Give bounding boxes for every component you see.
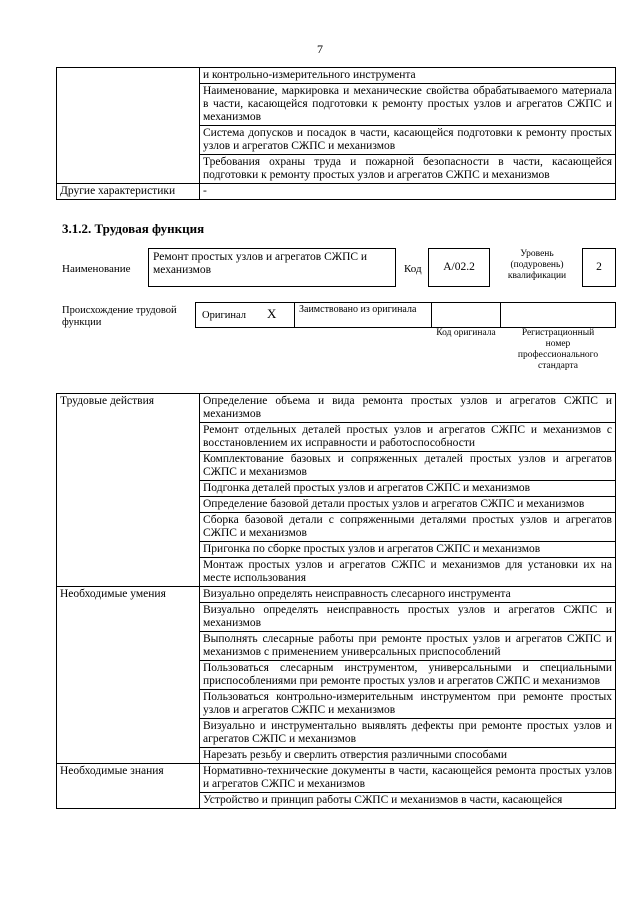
group-label-skills: Необходимые умения — [57, 587, 200, 764]
table-cell: Пригонка по сборке простых узлов и агрегатов СЖПС и механизмов — [200, 542, 616, 558]
section-title: 3.1.2. Трудовая функция — [62, 221, 205, 236]
level-label: Уровень (подуровень) квалификации — [507, 249, 567, 281]
function-name: Ремонт простых узлов и агрегатов СЖПС и механизмов — [153, 251, 368, 276]
code-original-caption: Код оригинала — [436, 328, 496, 338]
table-cell: Наименование, маркировка и механические свойства обрабатываемого материала в части, касающейся подготовки к ремонту простых узлов и агрегатов СЖПС и механизмов — [200, 84, 616, 126]
code-label: Код — [404, 263, 422, 275]
original-label: Оригинал — [202, 310, 246, 321]
table-cell: Система допусков и посадок в части, касающейся подготовки к ремонту простых узлов и агрегатов СЖПС и механизмов — [200, 126, 616, 155]
table-cell: Подгонка деталей простых узлов и агрегатов СЖПС и механизмов — [200, 481, 616, 497]
table-cell: Сборка базовой детали с сопряженными деталями простых узлов и агрегатов СЖПС и механизмов — [200, 513, 616, 542]
borrowed-box — [294, 302, 432, 328]
top-table — [56, 67, 616, 200]
code-value: A/02.2 — [443, 261, 475, 273]
group-label-knowledge: Необходимые знания — [57, 764, 200, 809]
table-cell: Устройство и принцип работы СЖПС и механизмов в части, касающейся — [200, 793, 616, 809]
function-name-box — [148, 248, 396, 287]
table-cell: Пользоваться слесарным инструментом, универсальными и специальными приспособлениями при ремонте простых узлов и агрегатов СЖПС и механизмов — [200, 661, 616, 690]
table-cell: Пользоваться контрольно-измерительным инструментом при ремонте простых узлов и агрегатов СЖПС и механизмов — [200, 690, 616, 719]
table-row — [57, 587, 616, 603]
table-cell: - — [200, 184, 616, 200]
level-box — [582, 248, 616, 287]
table-cell: Визуально определять неисправность простых узлов и агрегатов СЖПС и механизмов — [200, 603, 616, 632]
name-label: Наименование — [62, 263, 131, 275]
original-box — [195, 302, 295, 328]
level-value: 2 — [596, 261, 602, 273]
code-box — [428, 248, 490, 287]
main-table — [56, 393, 616, 809]
table-cell: Комплектование базовых и сопряженных деталей простых узлов и агрегатов СЖПС и механизмов — [200, 452, 616, 481]
table-cell: и контрольно-измерительного инструмента — [200, 68, 616, 84]
table-cell: Визуально и инструментально выявлять дефекты при ремонте простых узлов и агрегатов СЖПС и механизмов — [200, 719, 616, 748]
table-row — [57, 764, 616, 793]
reg-number-box — [500, 302, 616, 328]
code-original-box — [431, 302, 501, 328]
table-cell: Визуально определять неисправность слесарного инструмента — [200, 587, 616, 603]
table-row — [57, 68, 616, 84]
group-label-actions: Трудовые действия — [57, 394, 200, 587]
original-mark: X — [267, 306, 277, 321]
table-cell: Ремонт отдельных деталей простых узлов и агрегатов СЖПС и механизмов с восстановлением их исправности и работоспособности — [200, 423, 616, 452]
reg-number-caption: Регистрационный номер профессионального стандарта — [517, 328, 599, 371]
table-cell: Монтаж простых узлов и агрегатов СЖПС и механизмов для установки их на месте использования — [200, 558, 616, 587]
origin-label: Происхождение трудовой функции — [62, 305, 177, 328]
table-cell: Определение объема и вида ремонта простых узлов и агрегатов СЖПС и механизмов — [200, 394, 616, 423]
table-cell: Выполнять слесарные работы при ремонте простых узлов и агрегатов СЖПС и механизмов с применением универсальных приспособлений — [200, 632, 616, 661]
table-cell: Определение базовой детали простых узлов и агрегатов СЖПС и механизмов — [200, 497, 616, 513]
row-label — [57, 68, 200, 184]
table-row — [57, 394, 616, 423]
row-label: Другие характеристики — [57, 184, 200, 200]
page-number: 7 — [317, 42, 323, 56]
table-cell: Требования охраны труда и пожарной безопасности в части, касающейся подготовки к ремонту простых узлов и агрегатов СЖПС и механизмов — [200, 155, 616, 184]
table-cell: Нарезать резьбу и сверлить отверстия различными способами — [200, 748, 616, 764]
table-row — [57, 184, 616, 200]
borrowed-label: Заимствовано из оригинала — [299, 304, 417, 315]
table-cell: Нормативно-технические документы в части, касающейся ремонта простых узлов и агрегатов СЖПС и механизмов — [200, 764, 616, 793]
